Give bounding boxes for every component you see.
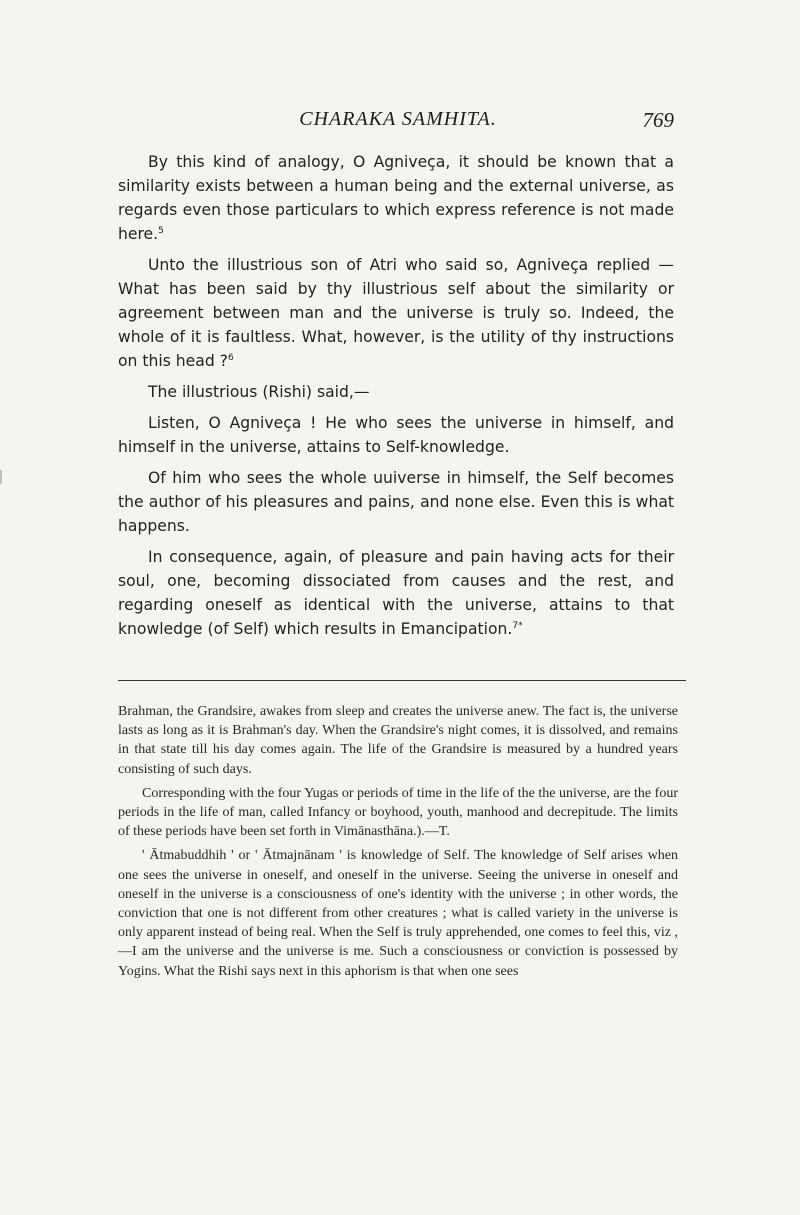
paragraph [118, 466, 674, 538]
paragraph [118, 150, 674, 246]
note-ref: 6 [227, 352, 234, 363]
footnote: Corresponding with the four Yugas or periods of time in the life of the the universe, are the four periods in the life of man, called Infancy or boyhood, youth, manhood and decrepitude. The limits of these periods have been set forth in Vimānasthāna.).—T. [118, 785, 678, 840]
paragraph-text: Of him who sees the whole uuiverse in himself, the Self becomes the author of his pleasures and pains, and none else. Even this is what happens. [118, 469, 674, 535]
margin-mark [0, 470, 12, 484]
note-ref: 5 [158, 225, 164, 236]
footnote: Brahman, the Grandsire, awakes from sleep and creates the universe anew. The fact is, the universe lasts as long as it is Brahman's day. When the Grandsire's night comes, it is dissolved, and remains in that state till his day comes again. The life of the Grandsire is measured by a hundred years consisting of such days. [118, 704, 678, 777]
footnotes [118, 702, 678, 986]
main-text [118, 150, 674, 641]
paragraph-text: By this kind of analogy, O Agniveça, it should be known that a similarity exists between a human being and the external universe, as regards even those particulars to which express reference is not made here. [118, 153, 674, 243]
running-title: CHARAKA SAMHITA. [299, 108, 497, 130]
footnote-rule [118, 680, 686, 681]
paragraph-text: In consequence, again, of pleasure and pain having acts for their soul, one, becoming dissociated from causes and the rest, and regarding oneself as identical with the universe, attains to that knowledge (of Self) which results in Emancipation. [118, 548, 674, 638]
page-number: 769 [642, 108, 674, 132]
paragraph [118, 380, 674, 404]
paragraph [118, 411, 674, 459]
paragraph-text: The illustrious (Rishi) said,— [148, 383, 370, 401]
footnote: ' Ātmabuddhih ' or ' Ātmajnānam ' is knowledge of Self. The knowledge of Self arises when one sees the universe in oneself, and oneself in the universe. Seeing the universe in oneself and oneself in the universe is a consciousness of one's identity with the universe ; in other words, the conviction that one is not different from other creatures ; what is called variety in the universe is only apparent instead of being real. When the Self is truly apprehended, one comes to feel this, viz ,—I am the universe and the universe is me. Such a consciousness or conviction is possessed by Yogins. What the Rishi says next in this aphorism is that when one sees [118, 848, 678, 979]
note-ref: 7* [512, 620, 523, 631]
running-head [118, 108, 678, 138]
paragraph [118, 253, 674, 373]
paragraph [118, 545, 674, 641]
paragraph-text: Unto the illustrious son of Atri who said so, Agniveça replied —What has been said by thy illustrious self about the similarity or agreement between man and the universe is truly so. Indeed, the whole of it is faultless. What, however, is the utility of thy instructions on this head ? [118, 256, 674, 370]
paragraph-text: Listen, O Agniveça ! He who sees the universe in himself, and himself in the universe, attains to Self-knowledge. [118, 414, 674, 456]
